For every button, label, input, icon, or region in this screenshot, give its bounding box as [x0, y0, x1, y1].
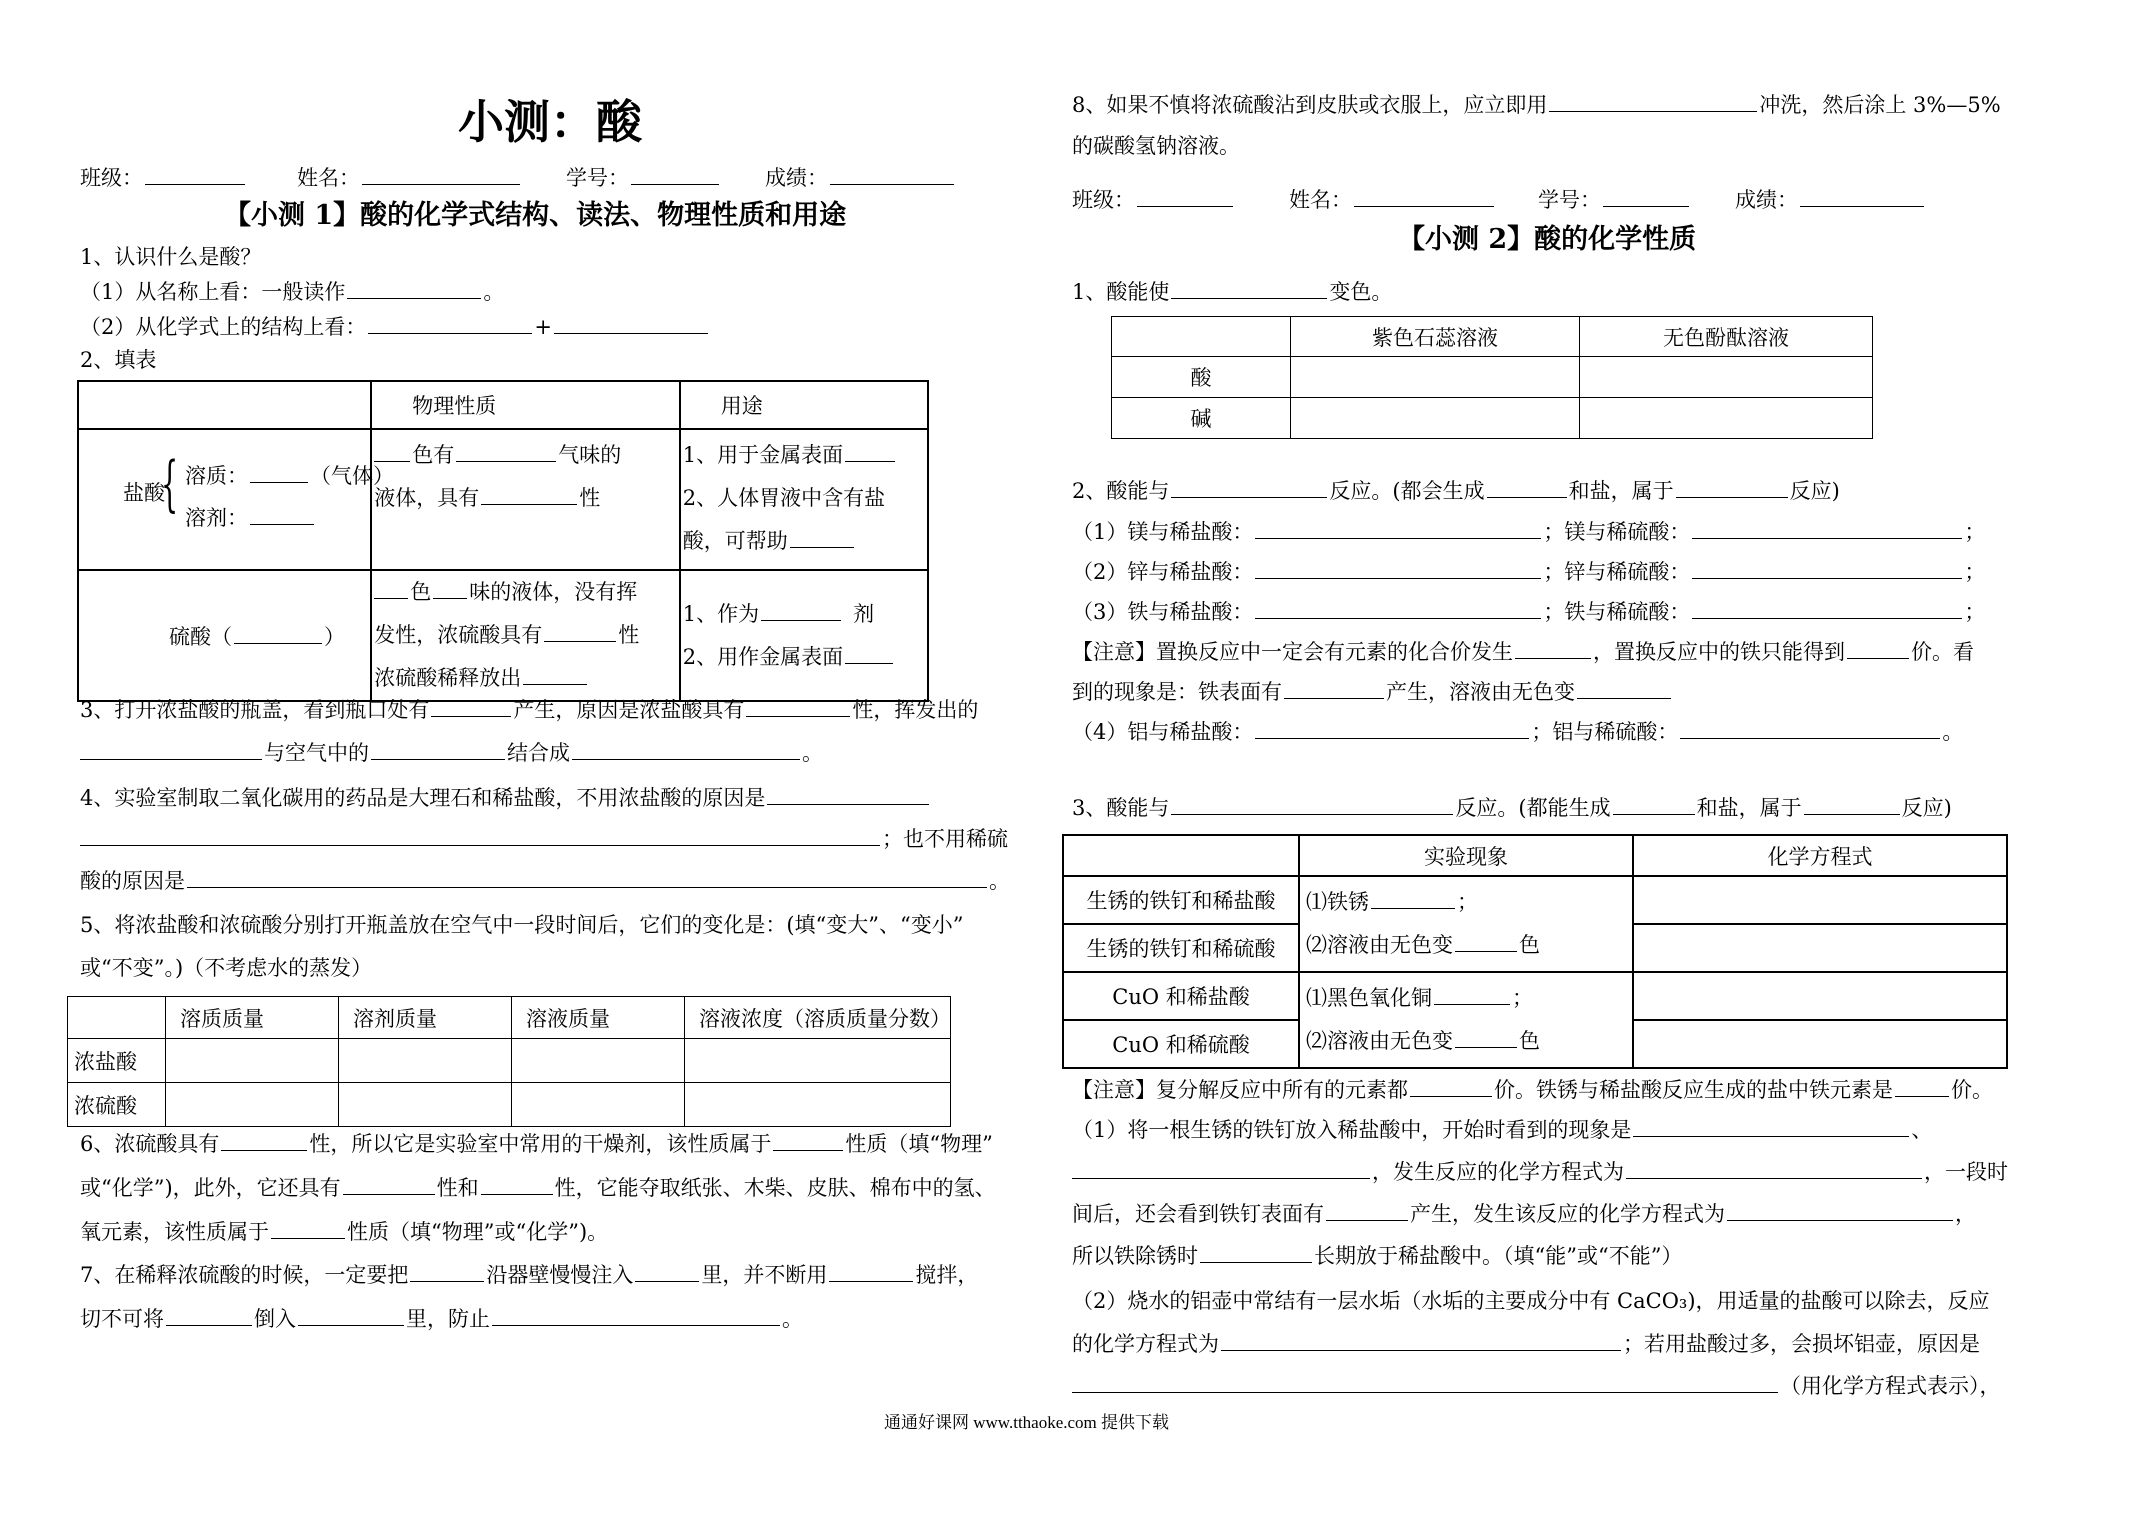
cuo-color-blank[interactable] [1455, 1025, 1517, 1048]
score-blank[interactable] [830, 162, 954, 185]
hcl-solvent: 溶剂： [185, 502, 316, 533]
page-title: 小测：酸 [458, 95, 642, 149]
reaction-mg: （1）镁与稀盐酸： ；镁与稀硫酸： ； [1072, 516, 1985, 547]
acid-properties-table [77, 380, 929, 702]
q6-blank-4[interactable] [481, 1172, 553, 1195]
h2so4-use2-blank[interactable] [845, 641, 893, 664]
name-blank[interactable] [362, 162, 520, 185]
hcl-solute: 溶质： （气体） [185, 460, 394, 491]
score-blank-2[interactable] [1800, 184, 1924, 207]
hcl-solvent-blank[interactable] [250, 502, 314, 525]
h2so4-cell: 硫酸（ ） [78, 570, 371, 701]
q8-line1: 8、如果不慎将浓硫酸沾到皮肤或衣服上，应立即用 冲洗，然后涂上 3%—5% [1072, 89, 2001, 120]
fe-hcl-blank[interactable] [1255, 596, 1541, 619]
hcl-color-blank[interactable] [374, 439, 410, 462]
hcl-smell-blank[interactable] [456, 439, 556, 462]
concentration-table [67, 996, 951, 1127]
fe-h2so4-blank[interactable] [1692, 596, 1962, 619]
cuo-blank[interactable] [1434, 982, 1510, 1005]
h2so4-color-blank[interactable] [374, 576, 408, 599]
al-hcl-blank[interactable] [1255, 716, 1529, 739]
header-use: 用途 [680, 381, 928, 429]
s2-q2-blank-1[interactable] [1171, 475, 1327, 498]
t5-header-solute: 溶质质量 [166, 997, 339, 1039]
q8-line2: 的碳酸氢钠溶液。 [1072, 134, 1240, 158]
q6-blank-5[interactable] [271, 1216, 345, 1239]
note3-blank-2[interactable] [1895, 1074, 1949, 1097]
q1b-blank-1[interactable] [368, 311, 532, 334]
q6-line1: 6、浓硫酸具有 性，所以它是实验室中常用的干燥剂，该性质属于 性质（填“物理” [80, 1128, 993, 1159]
q7-blank-4[interactable] [166, 1303, 252, 1326]
hcl-physical-cell: 色有 气味的 液体，具有 性 [371, 429, 680, 570]
name-blank-2[interactable] [1354, 184, 1494, 207]
rust-phenomenon-cell: ⑴铁锈 ； ⑵溶液由无色变 色 [1299, 876, 1633, 972]
hcl-cell [78, 429, 394, 570]
class-blank[interactable] [145, 162, 245, 185]
equation-cell[interactable] [1633, 1020, 2007, 1068]
e1-blank-6[interactable] [1200, 1240, 1312, 1263]
rust-color-blank[interactable] [1455, 929, 1517, 952]
q5-line1: 5、将浓盐酸和浓硫酸分别打开瓶盖放在空气中一段时间后，它们的变化是：(填“变大”、“变小” [80, 913, 964, 937]
e2-line3: （用化学方程式表示）， [1072, 1370, 2001, 1401]
e1-line4: 所以铁除锈时 长期放于稀盐酸中。（填“能”或“不能”） [1072, 1240, 1682, 1271]
reaction-fe: （3）铁与稀盐酸： ；铁与稀硫酸： ； [1072, 596, 1985, 627]
t5-cell[interactable] [685, 1083, 951, 1127]
s2-q2-blank-3[interactable] [1676, 475, 1788, 498]
q3-blank-2[interactable] [746, 694, 850, 717]
mg-h2so4-blank[interactable] [1692, 516, 1962, 539]
q4-line2: ；也不用稀硫 [80, 823, 1008, 854]
h2so4-use1-blank[interactable] [761, 598, 841, 621]
s2-q3-blank-3[interactable] [1804, 792, 1900, 815]
al-h2so4-blank[interactable] [1680, 716, 1940, 739]
row-acid: 酸 [1112, 357, 1291, 398]
t5-cell[interactable] [166, 1083, 339, 1127]
q1b-blank-2[interactable] [554, 311, 708, 334]
t5-cell[interactable] [339, 1039, 512, 1083]
q2-text: 2、填表 [80, 348, 157, 372]
indicator-cell[interactable] [1291, 357, 1580, 398]
t5-cell[interactable] [512, 1039, 685, 1083]
class-blank-2[interactable] [1137, 184, 1233, 207]
indicator-table [1111, 316, 1873, 439]
h2so4-heat-blank[interactable] [523, 662, 587, 685]
q3-blank-4[interactable] [371, 737, 505, 760]
indicator-cell[interactable] [1580, 398, 1873, 439]
hcl-use-cell: 1、用于金属表面 2、人体胃液中含有盐 酸，可帮助 [680, 429, 928, 570]
e2-line1: （2）烧水的铝壶中常结有一层水垢（水垢的主要成分中有 CaCO₃)，用适量的盐酸可以除去，反应 [1072, 1289, 1990, 1313]
q4-line1: 4、实验室制取二氧化碳用的药品是大理石和稀盐酸，不用浓盐酸的原因是 [80, 782, 931, 813]
student-info-right: 班级： 姓名： 学号： 成绩： [1072, 184, 1926, 215]
t5-row-h2so4: 浓硫酸 [68, 1083, 166, 1127]
q3-blank-3[interactable] [80, 737, 262, 760]
cuo-phenomenon-cell: ⑴黑色氧化铜 ； ⑵溶液由无色变 色 [1299, 972, 1633, 1068]
hcl-name: 盐酸 [123, 481, 165, 505]
hcl-use1-blank[interactable] [845, 439, 895, 462]
t5-cell[interactable] [166, 1039, 339, 1083]
rust-blank[interactable] [1371, 886, 1455, 909]
s2-q3-blank-1[interactable] [1171, 792, 1453, 815]
note3-line: 【注意】复分解反应中所有的元素都 价。铁锈与稀盐酸反应生成的盐中铁元素是 价。 [1072, 1074, 1993, 1105]
e2-blank-2[interactable] [1072, 1370, 1778, 1393]
e2-blank-1[interactable] [1221, 1328, 1621, 1351]
q4-blank-2[interactable] [80, 823, 880, 846]
mg-hcl-blank[interactable] [1255, 516, 1541, 539]
t5-header-solvent: 溶剂质量 [339, 997, 512, 1039]
q6-blank-3[interactable] [343, 1172, 435, 1195]
q6-blank-2[interactable] [773, 1128, 843, 1151]
header-phenomenon: 实验现象 [1299, 835, 1633, 876]
hcl-property-blank[interactable] [481, 482, 577, 505]
q7-line2: 切不可将 倒入 里，防止 。 [80, 1303, 803, 1334]
e1-blank-2[interactable] [1072, 1156, 1370, 1179]
q6-line3: 氧元素，该性质属于 性质（填“物理”或“化学”)。 [80, 1216, 608, 1247]
id-blank[interactable] [631, 162, 719, 185]
equation-cell[interactable] [1633, 876, 2007, 924]
h2so4-smell-blank[interactable] [433, 576, 467, 599]
q7-line1: 7、在稀释浓硫酸的时候，一定要把 沿器壁慢慢注入 里，并不断用 搅拌， [80, 1259, 978, 1290]
q7-blank-3[interactable] [829, 1259, 913, 1282]
row-cuo-h2so4: CuO 和稀硫酸 [1063, 1020, 1299, 1068]
q6-blank-1[interactable] [221, 1128, 307, 1151]
e1-blank-1[interactable] [1633, 1114, 1909, 1137]
id-blank-2[interactable] [1603, 184, 1689, 207]
e1-line3: 间后，还会看到铁钉表面有 产生，发生该反应的化学方程式为 ， [1072, 1198, 1976, 1229]
q6-line2: 或“化学”)，此外，它还具有 性和 性，它能夺取纸张、木柴、皮肤、棉布中的氢、 [80, 1172, 996, 1203]
q3-line2: 与空气中的 结合成 。 [80, 737, 823, 768]
reaction-zn: （2）锌与稀盐酸： ；锌与稀硫酸： ； [1072, 556, 1985, 587]
q3-blank-5[interactable] [572, 737, 800, 760]
note3-blank-1[interactable] [1410, 1074, 1492, 1097]
footer-credit: 通通好课网 www.tthaoke.com 提供下载 [884, 1413, 1170, 1432]
student-info-left: 班级： 姓名： 学号： 成绩： [80, 162, 956, 193]
q1a-line: （1）从名称上看：一般读作 。 [80, 276, 504, 307]
q7-blank-2[interactable] [635, 1259, 699, 1282]
section2-heading: 【小测 2】酸的化学性质 [1398, 224, 1697, 255]
q7-blank-6[interactable] [492, 1303, 780, 1326]
e1-blank-3[interactable] [1626, 1156, 1922, 1179]
t5-header-solution: 溶液质量 [512, 997, 685, 1039]
header-physical: 物理性质 [371, 381, 680, 429]
t5-cell[interactable] [339, 1083, 512, 1127]
e1-blank-4[interactable] [1326, 1198, 1408, 1221]
t5-row-hcl: 浓盐酸 [68, 1039, 166, 1083]
row-base: 碱 [1112, 398, 1291, 439]
q7-blank-1[interactable] [410, 1259, 484, 1282]
s2-q2: 2、酸能与 反应。(都会生成 和盐，属于 反应) [1072, 475, 1840, 506]
h2so4-formula-blank[interactable] [234, 621, 322, 644]
equation-cell[interactable] [1633, 972, 2007, 1020]
note1-blank-1[interactable] [1515, 636, 1591, 659]
q3-line1: 3、打开浓盐酸的瓶盖，看到瓶口处有 产生，原因是浓盐酸具有 性，挥发出的 [80, 694, 978, 725]
zn-hcl-blank[interactable] [1255, 556, 1541, 579]
indicator-cell[interactable] [1291, 398, 1580, 439]
oxide-reaction-table [1062, 834, 2008, 1069]
h2so4-physical-cell: 色 味的液体，没有挥 发性，浓硫酸具有 性 浓硫酸稀释放出 [371, 570, 680, 701]
t5-header-concentration: 溶液浓度（溶质质量分数） [685, 997, 951, 1039]
note1-line2: 到的现象是：铁表面有 产生，溶液由无色变 [1072, 676, 1673, 707]
s2-q3: 3、酸能与 反应。(都能生成 和盐，属于 反应) [1072, 792, 1952, 823]
row-cuo-hcl: CuO 和稀盐酸 [1063, 972, 1299, 1020]
h2so4-property-blank[interactable] [544, 619, 616, 642]
header-litmus: 紫色石蕊溶液 [1291, 317, 1580, 357]
note1-line1: 【注意】置换反应中一定会有元素的化合价发生 ，置换反应中的铁只能得到 价。看 [1072, 636, 1974, 667]
row-rust-hcl: 生锈的铁钉和稀盐酸 [1063, 876, 1299, 924]
q4-line3: 酸的原因是 。 [80, 865, 1010, 896]
row-rust-h2so4: 生锈的铁钉和稀硫酸 [1063, 924, 1299, 972]
hcl-use2-blank[interactable] [790, 525, 854, 548]
q1-text: 1、认识什么是酸？ [80, 245, 262, 269]
q5-line2: 或“不变”。)（不考虑水的蒸发） [80, 956, 373, 980]
e1-blank-5[interactable] [1727, 1198, 1953, 1221]
q1b-line: （2）从化学式上的结构上看： + [80, 311, 710, 342]
reaction-al: （4）铝与稀盐酸： ；铝与稀硫酸： 。 [1072, 716, 1963, 747]
e2-line2: 的化学方程式为 ；若用盐酸过多，会损坏铝壶，原因是 [1072, 1328, 1980, 1359]
s2-q3-blank-2[interactable] [1613, 792, 1695, 815]
header-phenolphthalein: 无色酚酞溶液 [1580, 317, 1873, 357]
brace-icon: { [161, 449, 179, 519]
header-equation: 化学方程式 [1633, 835, 2007, 876]
s2-q1: 1、酸能使 变色。 [1072, 276, 1392, 307]
note1-blank-2[interactable] [1847, 636, 1909, 659]
note2-blank-2[interactable] [1577, 676, 1671, 699]
e1-line2: ，发生反应的化学方程式为 ，一段时 [1072, 1156, 2008, 1187]
s2-q1-blank[interactable] [1171, 276, 1327, 299]
section1-heading: 【小测 1】酸的化学式结构、读法、物理性质和用途 [224, 200, 847, 231]
q1a-blank[interactable] [347, 276, 481, 299]
equation-cell[interactable] [1633, 924, 2007, 972]
indicator-cell[interactable] [1580, 357, 1873, 398]
e1-line1: （1）将一根生锈的铁钉放入稀盐酸中，开始时看到的现象是 、 [1072, 1114, 1932, 1145]
h2so4-use-cell: 1、作为 剂 2、用作金属表面 [680, 570, 928, 701]
q4-blank-3[interactable] [187, 865, 987, 888]
zn-h2so4-blank[interactable] [1692, 556, 1962, 579]
hcl-solute-blank[interactable] [250, 460, 308, 483]
q7-blank-5[interactable] [298, 1303, 404, 1326]
t5-cell[interactable] [512, 1083, 685, 1127]
note2-blank-1[interactable] [1284, 676, 1384, 699]
s2-q2-blank-2[interactable] [1487, 475, 1567, 498]
q4-blank-1[interactable] [767, 782, 929, 805]
q3-blank-1[interactable] [431, 694, 511, 717]
q8-blank[interactable] [1549, 89, 1757, 112]
t5-cell[interactable] [685, 1039, 951, 1083]
